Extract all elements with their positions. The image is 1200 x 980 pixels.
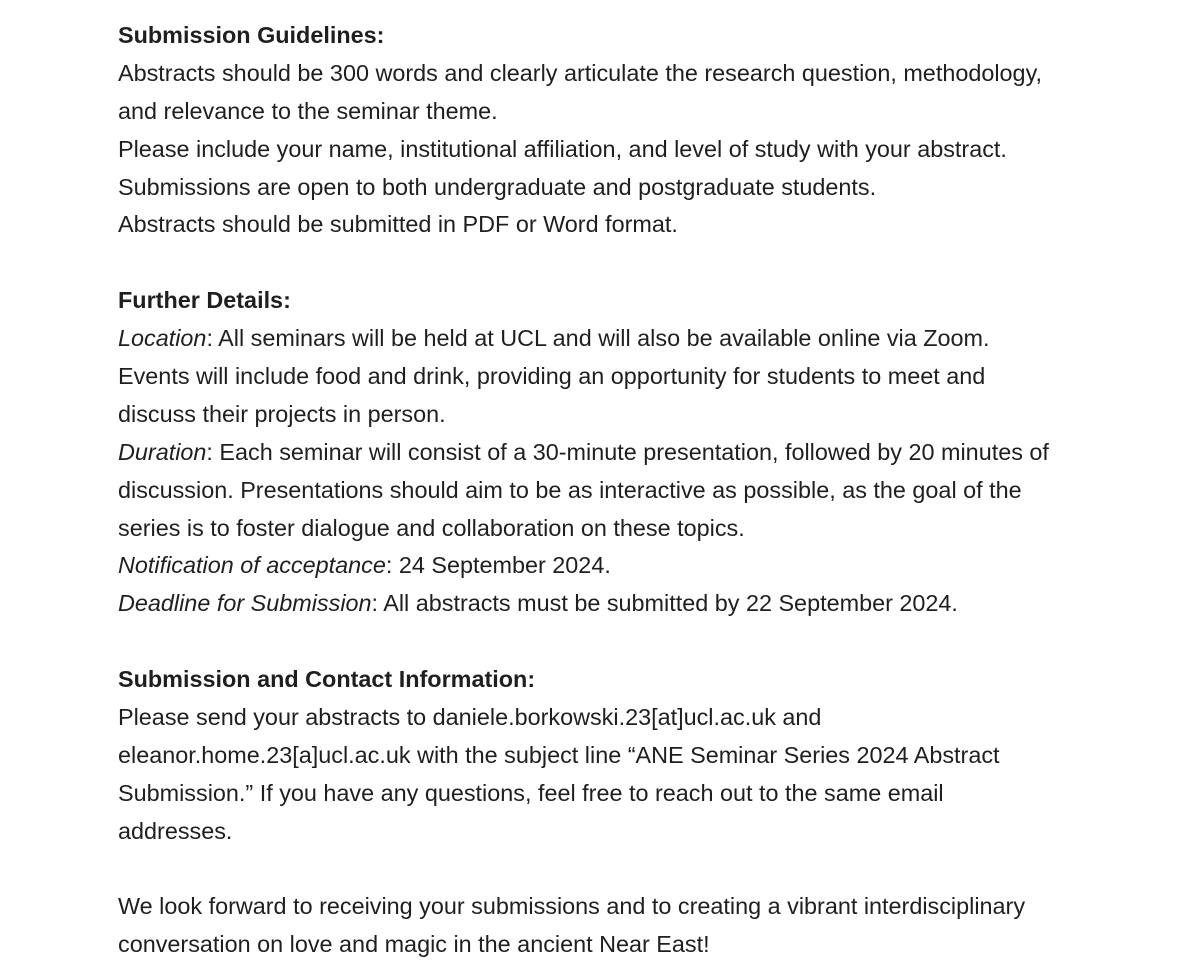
duration-text: : Each seminar will consist of a 30-minute presentation, followed by 20 minutes of	[206, 438, 1049, 465]
guideline-line: Abstracts should be submitted in PDF or Word format.	[118, 211, 678, 238]
duration-continuation: series is to foster dialogue and collaboration on these topics.	[118, 514, 745, 541]
contact-section	[118, 661, 1178, 850]
closing-line: We look forward to receiving your submissions and to creating a vibrant interdisciplinary	[118, 893, 1026, 920]
contact-line: Please send your abstracts to daniele.borkowski.23[at]ucl.ac.uk and	[118, 704, 822, 731]
guideline-line: Submissions are open to both undergraduate and postgraduate students.	[118, 173, 877, 200]
closing-section	[118, 888, 1178, 964]
submission-guidelines-heading: Submission Guidelines:	[118, 22, 385, 48]
contact-heading: Submission and Contact Information:	[118, 666, 536, 693]
notification-text: : 24 September 2024.	[385, 552, 611, 579]
contact-line: addresses.	[118, 817, 233, 844]
document-body	[118, 17, 1178, 964]
closing-line: conversation on love and magic in the ancient Near East!	[118, 931, 710, 958]
guideline-line: Please include your name, institutional affiliation, and level of study with your abstract.	[118, 135, 1007, 162]
notification-line	[118, 547, 1178, 585]
deadline-line	[118, 585, 1178, 623]
section-spacer	[118, 851, 1178, 889]
location-continuation: Events will include food and drink, providing an opportunity for students to meet and	[118, 363, 986, 390]
location-text: : All seminars will be held at UCL and will also be available online via Zoom.	[206, 325, 990, 352]
deadline-label: Deadline for Submission	[118, 590, 372, 617]
contact-line: eleanor.home.23[a]ucl.ac.uk with the subject line “ANE Seminar Series 2024 Abstract	[118, 741, 1000, 768]
duration-label: Duration	[118, 438, 207, 465]
further-details-section	[118, 282, 1178, 623]
guideline-line: and relevance to the seminar theme.	[118, 97, 498, 124]
duration-line	[118, 434, 1178, 472]
notification-label: Notification of acceptance	[118, 552, 386, 579]
deadline-text: : All abstracts must be submitted by 22 September 2024.	[371, 590, 958, 617]
further-details-heading: Further Details:	[118, 287, 291, 314]
location-continuation: discuss their projects in person.	[118, 400, 446, 427]
location-line	[118, 320, 1178, 358]
section-spacer	[118, 623, 1178, 661]
submission-guidelines-section	[118, 17, 1178, 244]
duration-continuation: discussion. Presentations should aim to be as interactive as possible, as the goal of the	[118, 476, 1022, 503]
section-spacer	[118, 244, 1178, 282]
contact-line: Submission.” If you have any questions, feel free to reach out to the same email	[118, 779, 944, 806]
guideline-line: Abstracts should be 300 words and clearly articulate the research question, methodology,	[118, 59, 1043, 86]
location-label: Location	[118, 325, 207, 352]
